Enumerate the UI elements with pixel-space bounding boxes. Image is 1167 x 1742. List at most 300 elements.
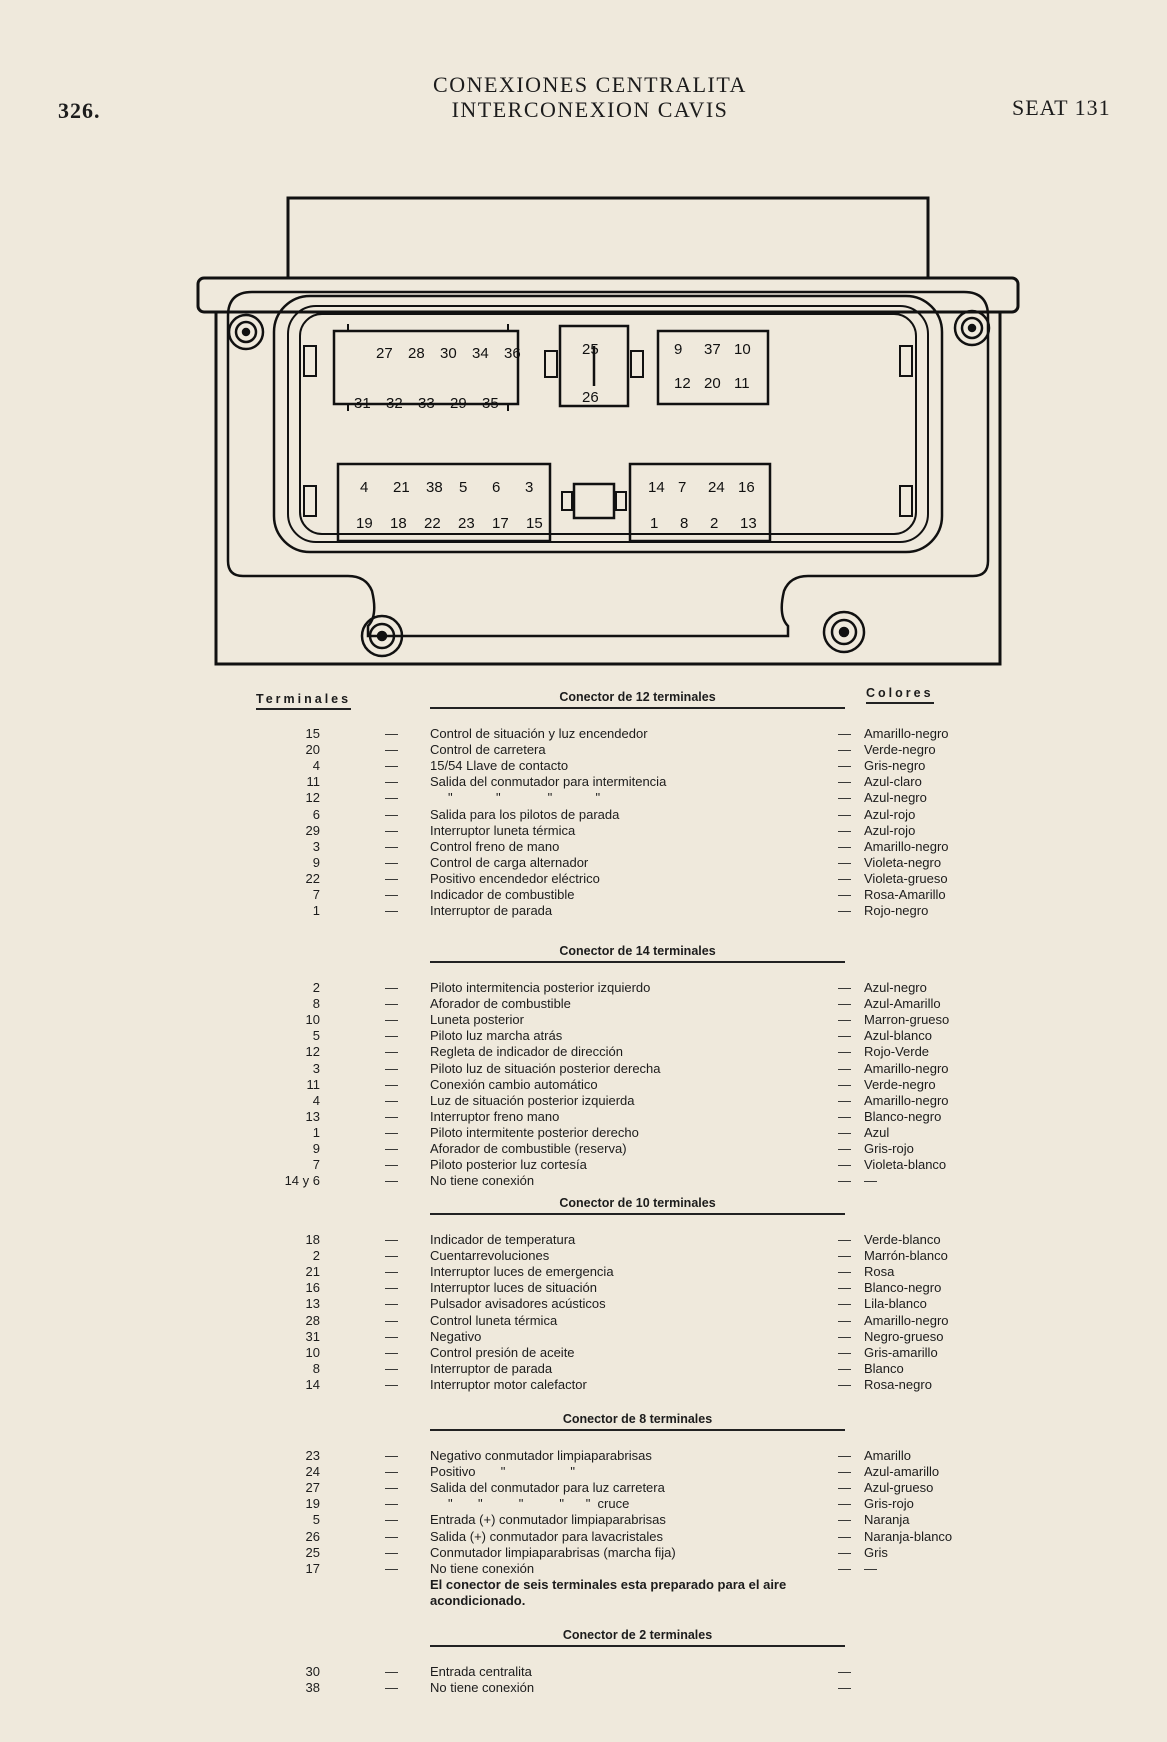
terminal-number: 26 <box>305 1528 320 1544</box>
table-row <box>0 1496 1167 1512</box>
terminal-number: 27 <box>305 1480 320 1496</box>
row-dash: — <box>385 1296 398 1312</box>
row-dash: — <box>385 1060 398 1076</box>
table-row <box>0 1028 1167 1044</box>
terminal-description: Control de carretera <box>430 742 546 758</box>
row-dash: — <box>385 870 398 886</box>
row-dash: — <box>385 980 398 995</box>
terminal-number: 6 <box>312 806 320 822</box>
row-dash: — <box>385 726 398 741</box>
terminal-number: 3 <box>312 838 320 854</box>
wire-color: Amarillo <box>864 1448 911 1463</box>
wire-color: Amarillo-negro <box>864 838 949 854</box>
pin-label: 3 <box>525 479 534 496</box>
pin-label: 36 <box>504 345 521 362</box>
pin-label: 32 <box>386 395 403 412</box>
pin-label: 35 <box>482 395 499 412</box>
terminal-description: Interruptor de parada <box>430 903 553 919</box>
terminal-number: 1 <box>312 1124 320 1140</box>
wire-color: Marron-grueso <box>864 1012 950 1028</box>
pin-label: 1 <box>650 515 659 532</box>
connector-c-top-pins <box>674 341 751 358</box>
row-dash: — <box>385 1544 398 1560</box>
terminal-number: 1 <box>312 903 320 919</box>
terminal-description: Luz de situación posterior izquierda <box>430 1092 635 1108</box>
terminal-number: 8 <box>312 996 320 1012</box>
wire-color: Azul-rojo <box>864 822 916 838</box>
pin-label: 12 <box>674 375 691 392</box>
terminal-number: 10 <box>305 1344 320 1360</box>
color-dash: — <box>838 774 851 790</box>
connector-c-bottom-pins <box>674 375 750 392</box>
terminal-number: 30 <box>305 1664 320 1679</box>
table-row <box>0 1157 1167 1173</box>
row-dash: — <box>385 1664 398 1679</box>
terminal-number: 31 <box>305 1328 320 1344</box>
page-title <box>330 72 850 122</box>
pin-label: 29 <box>450 395 467 412</box>
connector-b-top-pin: 25 <box>582 341 599 358</box>
terminal-description: Piloto intermitencia posterior izquierdo <box>430 980 651 995</box>
terminal-description: Luneta posterior <box>430 1012 524 1028</box>
pin-label: 14 <box>648 479 665 496</box>
pin-label: 9 <box>674 341 683 358</box>
terminal-description: " " " " <box>430 790 601 806</box>
terminal-number: 25 <box>305 1544 320 1560</box>
color-dash: — <box>838 758 851 774</box>
row-dash: — <box>385 1560 398 1576</box>
row-dash: — <box>385 1157 398 1173</box>
table-row <box>0 1345 1167 1361</box>
terminal-description: Piloto posterior luz cortesía <box>430 1157 587 1173</box>
title-line-2: INTERCONEXION CAVIS <box>451 97 729 122</box>
connector-a-top-pins <box>376 345 521 362</box>
color-dash: — <box>838 854 851 870</box>
table-row <box>0 1377 1167 1393</box>
terminal-number: 14 <box>305 1376 320 1392</box>
wire-color: Rosa <box>864 1264 895 1280</box>
terminal-description: Control presión de aceite <box>430 1344 575 1360</box>
table-row <box>0 1664 1167 1680</box>
terminal-description: Control de situación y luz encendedor <box>430 726 648 741</box>
terminal-number: 4 <box>312 1092 320 1108</box>
terminals-header: Terminales <box>256 692 351 706</box>
terminal-number: 13 <box>305 1108 320 1124</box>
pin-label: 11 <box>734 375 750 392</box>
connector-d-bottom-pins <box>356 515 543 532</box>
terminal-description: Interruptor luces de situación <box>430 1280 597 1296</box>
table-row <box>0 1061 1167 1077</box>
terminal-description: Salida del conmutador para intermitencia <box>430 774 667 790</box>
row-dash: — <box>385 1528 398 1544</box>
terminal-number: 12 <box>305 790 320 806</box>
wire-color: Gris-rojo <box>864 1141 914 1156</box>
table-row <box>0 1125 1167 1141</box>
pin-label: 30 <box>440 345 457 362</box>
terminal-description: Negativo conmutador limpiaparabrisas <box>430 1448 652 1463</box>
row-dash: — <box>385 1448 398 1463</box>
row-dash: — <box>385 996 398 1012</box>
table-row <box>0 1141 1167 1157</box>
row-dash: — <box>385 806 398 822</box>
terminal-number: 9 <box>312 1141 320 1156</box>
pin-label: 13 <box>740 515 757 532</box>
row-dash: — <box>385 822 398 838</box>
pin-label: 18 <box>390 515 407 532</box>
row-dash: — <box>385 758 398 774</box>
table-row <box>0 1361 1167 1377</box>
row-dash: — <box>385 1680 398 1696</box>
pin-label: 23 <box>458 515 475 532</box>
terminal-description: No tiene conexión <box>430 1680 535 1696</box>
section-title: Conector de 14 terminales <box>559 944 716 958</box>
wire-color: Amarillo-negro <box>864 1312 949 1328</box>
pin-label: 8 <box>680 515 689 532</box>
section-title: Conector de 2 terminales <box>562 1628 713 1642</box>
color-dash: — <box>838 1664 851 1679</box>
terminal-description: Salida para los pilotos de parada <box>430 806 620 822</box>
terminal-description: Indicador de combustible <box>430 887 575 902</box>
color-dash: — <box>838 1480 851 1496</box>
color-dash: — <box>838 870 851 886</box>
row-dash: — <box>385 774 398 790</box>
connector-b-bottom-pin: 26 <box>582 389 599 406</box>
color-dash: — <box>838 1141 851 1156</box>
terminal-description: Control luneta térmica <box>430 1312 558 1328</box>
wire-color: Negro-grueso <box>864 1328 944 1344</box>
wire-color: Violeta-grueso <box>864 870 948 886</box>
terminal-number: 12 <box>305 1044 320 1060</box>
color-dash: — <box>838 1124 851 1140</box>
wire-color: Blanco <box>864 1360 904 1376</box>
row-dash: — <box>385 1376 398 1392</box>
wire-color: Violeta-negro <box>864 854 942 870</box>
table-row <box>0 742 1167 758</box>
terminal-number: 28 <box>305 1312 320 1328</box>
terminal-description: Piloto luz marcha atrás <box>430 1028 563 1044</box>
color-dash: — <box>838 1076 851 1092</box>
terminal-number: 21 <box>305 1264 320 1280</box>
section-title: Conector de 12 terminales <box>559 690 716 704</box>
wire-color: Marrón-blanco <box>864 1248 948 1264</box>
color-dash: — <box>838 1108 851 1124</box>
terminal-number: 29 <box>305 822 320 838</box>
table-row <box>0 758 1167 774</box>
table-row <box>0 855 1167 871</box>
table-row <box>0 1109 1167 1125</box>
terminal-number: 8 <box>312 1360 320 1376</box>
connector-d-top-pins <box>360 479 533 496</box>
terminal-number: 24 <box>305 1464 320 1480</box>
wire-color: Verde-blanco <box>864 1232 941 1247</box>
row-dash: — <box>385 1232 398 1247</box>
color-dash: — <box>838 790 851 806</box>
table-row <box>0 1248 1167 1264</box>
wire-color: Amarillo-negro <box>864 1092 949 1108</box>
terminal-number: 3 <box>312 1060 320 1076</box>
table-row <box>0 1093 1167 1109</box>
pin-label: 22 <box>424 515 441 532</box>
color-dash: — <box>838 1028 851 1044</box>
table-row <box>0 1044 1167 1060</box>
row-dash: — <box>385 854 398 870</box>
color-dash: — <box>838 1232 851 1247</box>
section-rule <box>430 1429 845 1431</box>
table-row <box>0 1077 1167 1093</box>
terminal-description: Entrada centralita <box>430 1664 532 1679</box>
pin-label: 24 <box>708 479 725 496</box>
wire-color: Rosa-Amarillo <box>864 887 946 902</box>
terminal-description: Entrada (+) conmutador limpiaparabrisas <box>430 1512 666 1528</box>
row-dash: — <box>385 1512 398 1528</box>
wire-color: Naranja <box>864 1512 910 1528</box>
section-title: Conector de 8 terminales <box>562 1412 713 1426</box>
terminal-description: 15/54 Llave de contacto <box>430 758 569 774</box>
row-dash: — <box>385 1464 398 1480</box>
row-dash: — <box>385 1092 398 1108</box>
pin-label: 31 <box>354 395 371 412</box>
page-number: 326. <box>58 98 101 123</box>
row-dash: — <box>385 1173 398 1189</box>
table-row <box>0 871 1167 887</box>
terminal-number: 2 <box>312 1248 320 1264</box>
row-dash: — <box>385 1076 398 1092</box>
color-dash: — <box>838 806 851 822</box>
table-row <box>0 1264 1167 1280</box>
terminal-number: 2 <box>312 980 320 995</box>
terminal-number: 5 <box>312 1028 320 1044</box>
pin-label: 21 <box>393 479 410 496</box>
table-row <box>0 823 1167 839</box>
row-dash: — <box>385 1124 398 1140</box>
table-row <box>0 1464 1167 1480</box>
terminal-description: Conexión cambio automático <box>430 1076 598 1092</box>
section-rule <box>430 1645 845 1647</box>
color-dash: — <box>838 1448 851 1463</box>
connector-e-bottom-pins <box>650 515 757 532</box>
terminal-number: 7 <box>312 887 320 902</box>
table-row <box>0 1313 1167 1329</box>
section-rule <box>430 707 845 709</box>
terminal-description: Pulsador avisadores acústicos <box>430 1296 606 1312</box>
terminal-description: Conmutador limpiaparabrisas (marcha fija) <box>430 1544 676 1560</box>
color-dash: — <box>838 1344 851 1360</box>
color-dash: — <box>838 1060 851 1076</box>
terminal-description: Interruptor de parada <box>430 1360 553 1376</box>
terminal-description: Positivo " " <box>430 1464 576 1480</box>
terminal-description: " " " " " cruce <box>430 1496 630 1512</box>
color-dash: — <box>838 1312 851 1328</box>
terminal-description: Interruptor luces de emergencia <box>430 1264 614 1280</box>
terminal-description: Aforador de combustible (reserva) <box>430 1141 627 1156</box>
terminal-number: 15 <box>305 726 320 741</box>
wire-color: Azul-claro <box>864 774 922 790</box>
terminal-number: 10 <box>305 1012 320 1028</box>
table-row <box>0 807 1167 823</box>
table-row <box>0 1296 1167 1312</box>
pin-label: 28 <box>408 345 425 362</box>
terminal-description: Piloto luz de situación posterior derecha <box>430 1060 661 1076</box>
table-row <box>0 774 1167 790</box>
terminal-number: 19 <box>305 1496 320 1512</box>
wire-color: Gris-rojo <box>864 1496 914 1512</box>
table-row <box>0 1329 1167 1345</box>
color-dash: — <box>838 1360 851 1376</box>
terminal-description: Negativo <box>430 1328 482 1344</box>
row-dash: — <box>385 1248 398 1264</box>
table-row <box>0 1680 1167 1696</box>
terminal-description: Salida (+) conmutador para lavacristales <box>430 1528 664 1544</box>
table-row <box>0 903 1167 919</box>
colors-header: Colores <box>866 686 934 700</box>
color-dash: — <box>838 1376 851 1392</box>
section-title: Conector de 10 terminales <box>559 1196 716 1210</box>
row-dash: — <box>385 1108 398 1124</box>
color-dash: — <box>838 838 851 854</box>
wire-color: Azul-negro <box>864 980 927 995</box>
color-dash: — <box>838 1560 851 1576</box>
color-dash: — <box>838 726 851 741</box>
row-dash: — <box>385 742 398 758</box>
row-dash: — <box>385 838 398 854</box>
color-dash: — <box>838 1496 851 1512</box>
color-dash: — <box>838 1528 851 1544</box>
pin-label: 10 <box>734 341 751 358</box>
table-row <box>0 996 1167 1012</box>
row-dash: — <box>385 1344 398 1360</box>
terminal-description: Regleta de indicador de dirección <box>430 1044 623 1060</box>
table-row <box>0 980 1167 996</box>
color-dash: — <box>838 1157 851 1173</box>
section-rule <box>430 1213 845 1215</box>
title-line-1: CONEXIONES CENTRALITA <box>433 72 747 97</box>
wire-color: Rosa-negro <box>864 1376 932 1392</box>
wire-color: Azul-grueso <box>864 1480 934 1496</box>
table-row <box>0 1173 1167 1189</box>
terminal-description: Salida del conmutador para luz carretera <box>430 1480 665 1496</box>
wire-color: Azul-blanco <box>864 1028 932 1044</box>
color-dash: — <box>838 1092 851 1108</box>
table-row <box>0 1232 1167 1248</box>
wire-color: Azul <box>864 1124 890 1140</box>
table-row <box>0 1561 1167 1577</box>
row-dash: — <box>385 1012 398 1028</box>
wire-color: Amarillo-negro <box>864 726 949 741</box>
color-dash: — <box>838 887 851 902</box>
wire-color: Azul-Amarillo <box>864 996 941 1012</box>
terminal-number: 13 <box>305 1296 320 1312</box>
terminal-description: Piloto intermitente posterior derecho <box>430 1124 639 1140</box>
color-dash: — <box>838 980 851 995</box>
pin-label: 7 <box>678 479 687 496</box>
wire-color: Verde-negro <box>864 1076 936 1092</box>
table-row <box>0 1529 1167 1545</box>
terminal-number: 22 <box>305 870 320 886</box>
row-dash: — <box>385 887 398 902</box>
color-dash: — <box>838 1173 851 1189</box>
terminal-description: No tiene conexión <box>430 1560 535 1576</box>
terminal-number: 14 y 6 <box>284 1173 320 1189</box>
color-dash: — <box>838 996 851 1012</box>
row-dash: — <box>385 1496 398 1512</box>
terminal-description: Aforador de combustible <box>430 996 571 1012</box>
terminal-number: 11 <box>306 774 320 790</box>
pin-label: 2 <box>710 515 719 532</box>
terminal-description: No tiene conexión <box>430 1173 535 1189</box>
row-dash: — <box>385 1312 398 1328</box>
terminal-description: Cuentarrevoluciones <box>430 1248 550 1264</box>
row-dash: — <box>385 1360 398 1376</box>
connector-small <box>562 484 626 518</box>
table-row <box>0 1512 1167 1528</box>
terminal-number: 5 <box>312 1512 320 1528</box>
color-dash: — <box>838 742 851 758</box>
wire-color: Gris-amarillo <box>864 1344 938 1360</box>
wire-color: Verde-negro <box>864 742 936 758</box>
pin-label: 27 <box>376 345 393 362</box>
row-dash: — <box>385 790 398 806</box>
wire-color: Azul-amarillo <box>864 1464 940 1480</box>
pin-label: 20 <box>704 375 721 392</box>
terminal-description: Interruptor freno mano <box>430 1108 560 1124</box>
table-row <box>0 726 1167 742</box>
table-row <box>0 1545 1167 1561</box>
color-dash: — <box>838 1012 851 1028</box>
wire-color: Azul-negro <box>864 790 927 806</box>
section-note: El conector de seis terminales esta preparado para el aire acondicionado. <box>430 1576 787 1608</box>
terminal-number: 17 <box>305 1560 320 1576</box>
row-dash: — <box>385 1280 398 1296</box>
connector-diagram <box>188 196 1028 687</box>
color-dash: — <box>838 1248 851 1264</box>
section-rule <box>430 961 845 963</box>
color-dash: — <box>838 1328 851 1344</box>
terminal-number: 16 <box>305 1280 320 1296</box>
row-dash: — <box>385 1328 398 1344</box>
pin-label: 33 <box>418 395 435 412</box>
terminal-description: Indicador de temperatura <box>430 1232 576 1247</box>
wire-color: Rojo-Verde <box>864 1044 930 1060</box>
pin-label: 6 <box>492 479 501 496</box>
color-dash: — <box>838 1512 851 1528</box>
terminal-description: Interruptor motor calefactor <box>430 1376 587 1392</box>
wire-color: Amarillo-negro <box>864 1060 949 1076</box>
wire-color: Rojo-negro <box>864 903 929 919</box>
wire-color: Gris <box>864 1544 888 1560</box>
brand-label: SEAT 131 <box>1012 95 1111 120</box>
wire-color: Naranja-blanco <box>864 1528 953 1544</box>
pin-label: 5 <box>459 479 468 496</box>
wire-color: Gris-negro <box>864 758 926 774</box>
wire-color: — <box>864 1560 877 1576</box>
pin-label: 34 <box>472 345 489 362</box>
pin-label: 37 <box>704 341 721 358</box>
inner-frame-2 <box>288 306 928 542</box>
top-cover <box>288 198 928 278</box>
terminal-number: 4 <box>312 758 320 774</box>
table-row <box>0 790 1167 806</box>
color-dash: — <box>838 822 851 838</box>
terminal-description: Control freno de mano <box>430 838 560 854</box>
row-dash: — <box>385 1044 398 1060</box>
terminal-number: 9 <box>312 854 320 870</box>
color-dash: — <box>838 1544 851 1560</box>
row-dash: — <box>385 1141 398 1156</box>
terminal-description: Control de carga alternador <box>430 854 589 870</box>
pin-label: 38 <box>426 479 443 496</box>
terminal-number: 23 <box>305 1448 320 1463</box>
wire-color: Blanco-negro <box>864 1280 942 1296</box>
